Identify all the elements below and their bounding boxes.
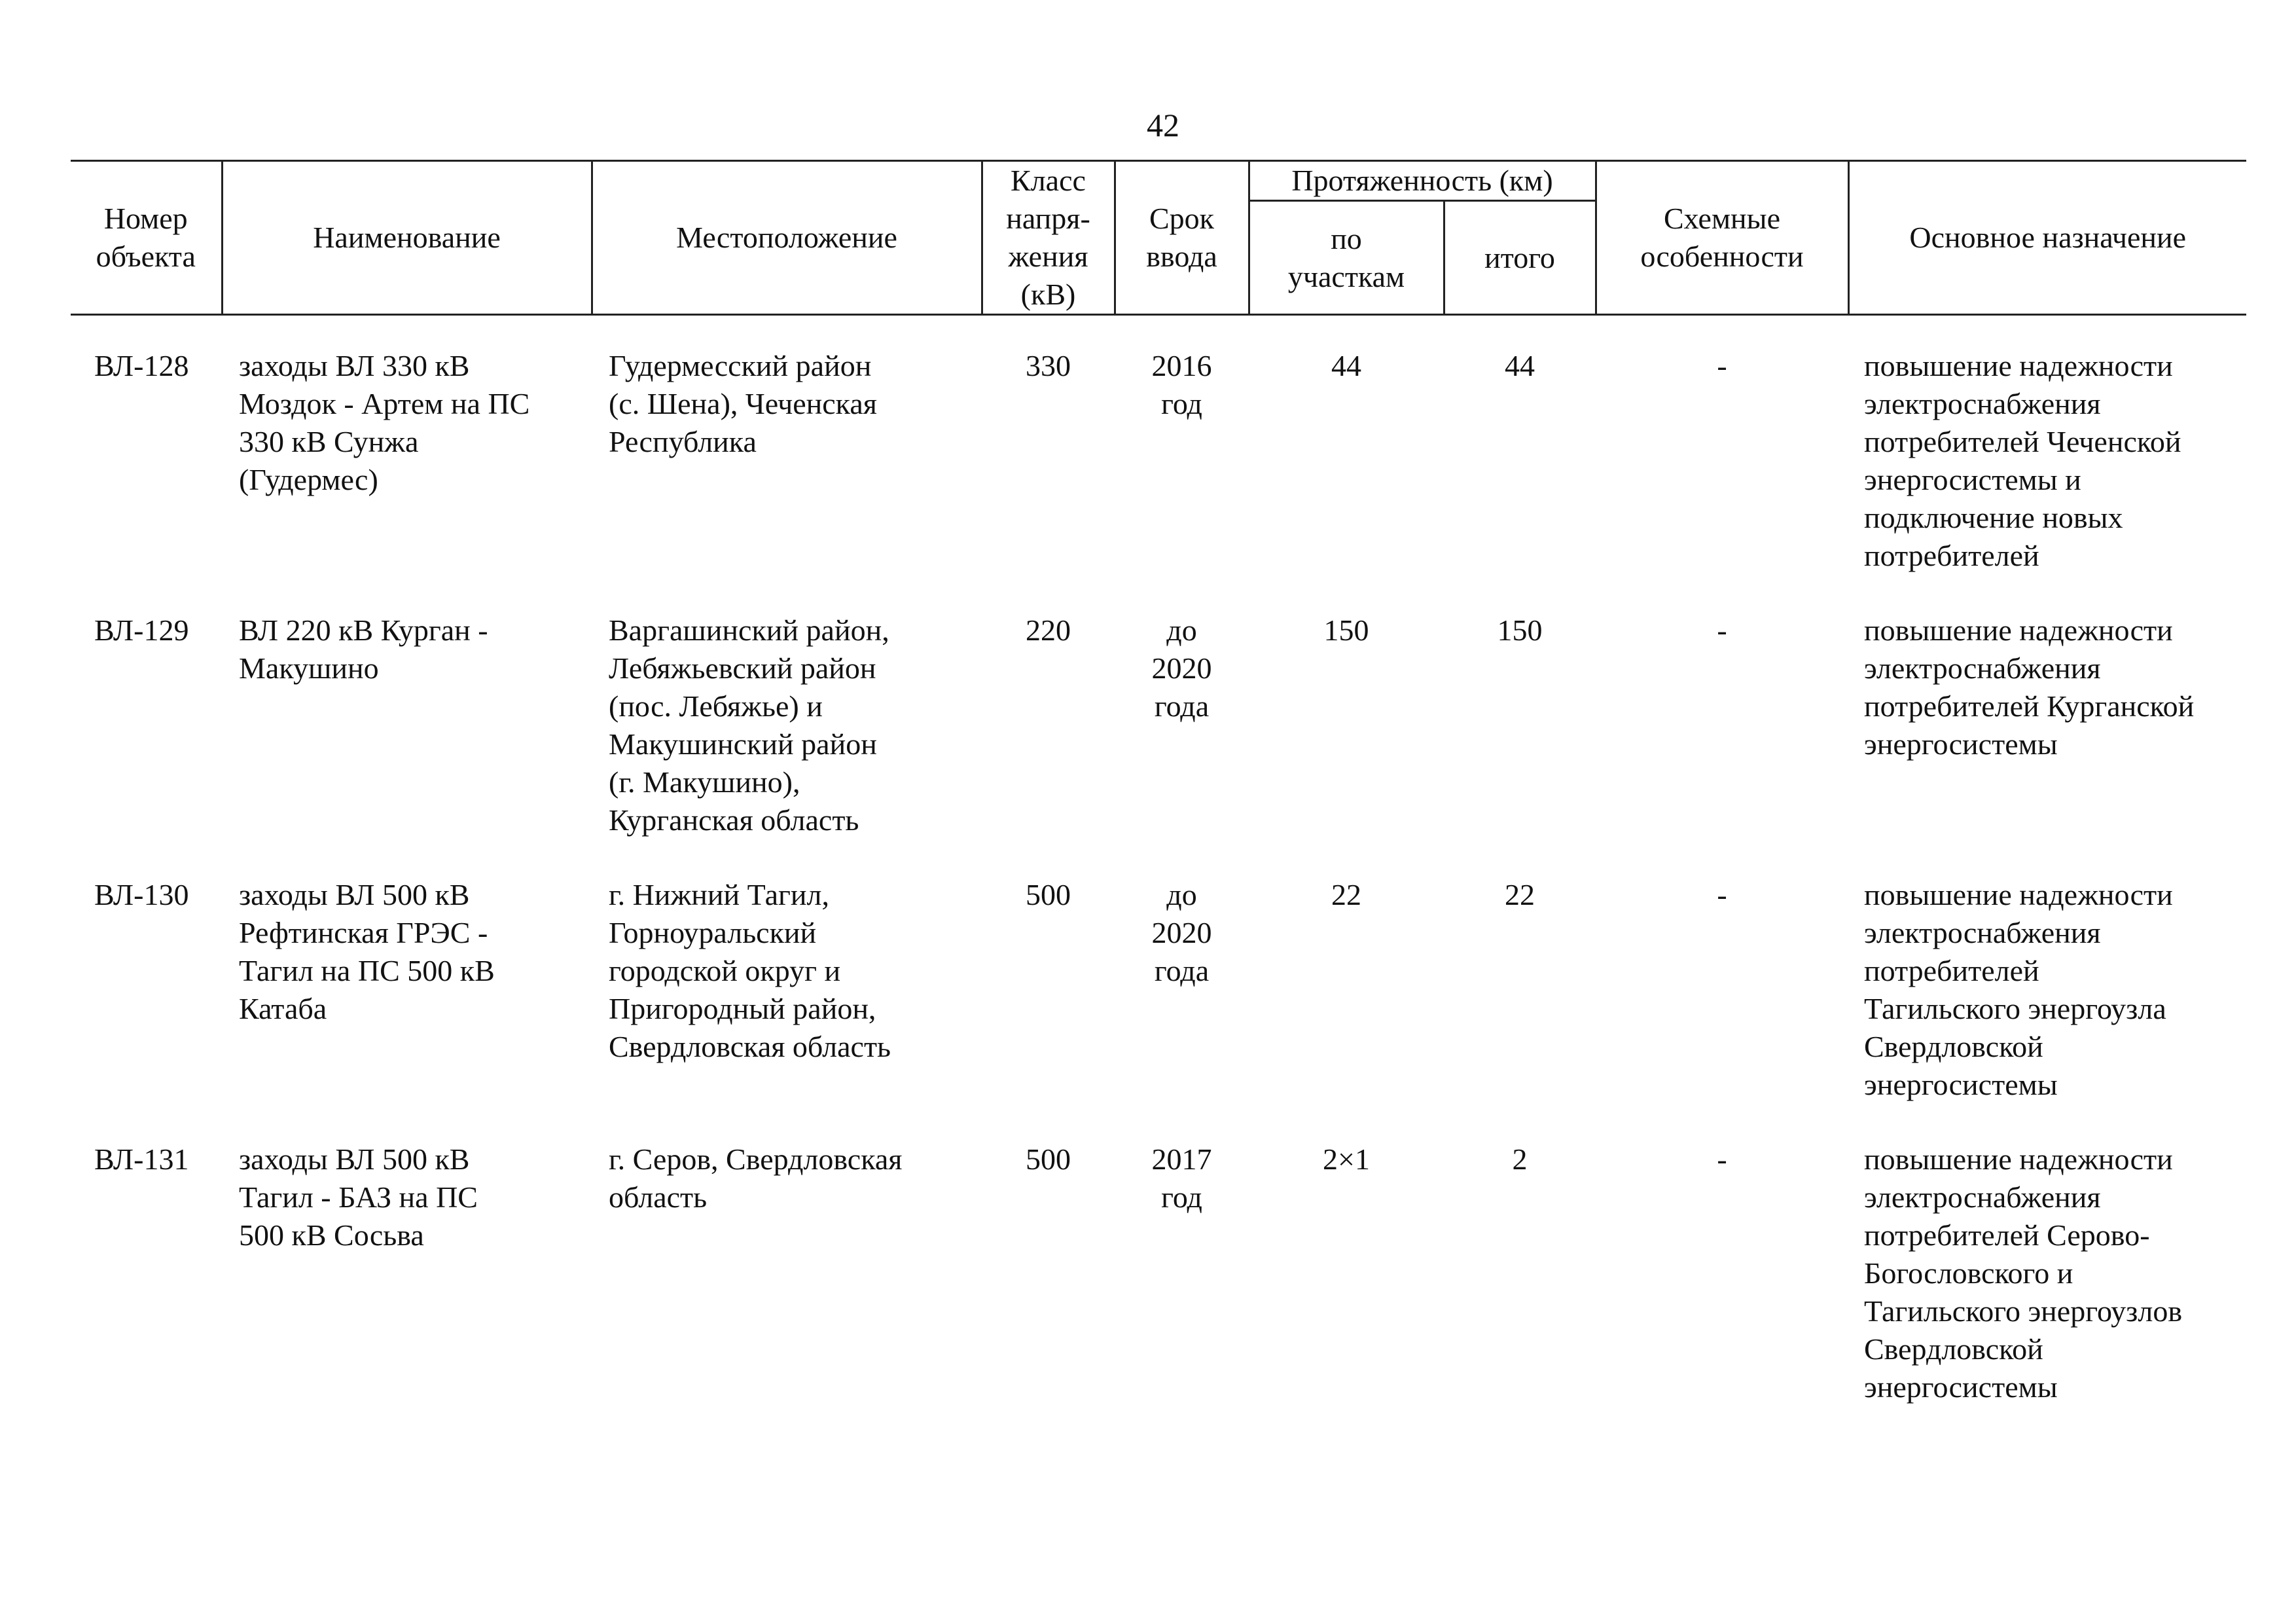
cell-location: г. Серов, Свердловская область xyxy=(609,1142,903,1214)
cell-length-total: 150 xyxy=(1497,613,1543,647)
cell-number: ВЛ-130 xyxy=(94,878,189,911)
header-length-sections: по участкам xyxy=(1249,201,1444,315)
cell-term: до 2020 года xyxy=(1151,613,1212,723)
table-row xyxy=(71,876,2246,1140)
cell-purpose: повышение надежности электроснабжения потребителей Серово- Богословского и Тагильского энергоузлов Свердловской энергосистемы xyxy=(1864,1142,2183,1404)
cell-voltage: 220 xyxy=(1026,613,1071,647)
cell-length-sections: 150 xyxy=(1323,613,1369,647)
cell-voltage: 500 xyxy=(1026,878,1071,911)
cell-purpose: повышение надежности электроснабжения потребителей Чеченской энергосистемы и подключение новых потребителей xyxy=(1864,349,2181,572)
cell-purpose: повышение надежности электроснабжения потребителей Курганской энергосистемы xyxy=(1864,613,2195,761)
cell-scheme: - xyxy=(1717,613,1727,647)
header-length-total: итого xyxy=(1444,201,1596,315)
cell-name: ВЛ 220 кВ Курган - Макушино xyxy=(239,613,488,685)
cell-voltage: 330 xyxy=(1026,349,1071,382)
cell-voltage: 500 xyxy=(1026,1142,1071,1176)
cell-scheme: - xyxy=(1717,1142,1727,1176)
cell-purpose: повышение надежности электроснабжения потребителей Тагильского энергоузла Свердловской энергосистемы xyxy=(1864,878,2173,1101)
cell-length-total: 22 xyxy=(1505,878,1535,911)
header-length-group: Протяженность (км) xyxy=(1249,161,1596,201)
cell-length-sections: 44 xyxy=(1331,349,1361,382)
header-name: Наименование xyxy=(222,161,592,315)
cell-location: Варгашинский район, Лебяжьевский район (пос. Лебяжье) и Макушинский район (г. Макушино), Курганская область xyxy=(609,613,889,837)
table-header xyxy=(71,161,2246,315)
cell-number: ВЛ-129 xyxy=(94,613,189,647)
header-scheme: Схемные особенности xyxy=(1596,161,1848,315)
cell-scheme: - xyxy=(1717,878,1727,911)
header-number: Номер объекта xyxy=(71,161,222,315)
cell-number: ВЛ-131 xyxy=(94,1142,189,1176)
cell-term: 2017 год xyxy=(1151,1142,1212,1214)
header-term: Срок ввода xyxy=(1115,161,1249,315)
cell-name: заходы ВЛ 500 кВ Рефтинская ГРЭС - Тагил на ПС 500 кВ Катаба xyxy=(239,878,495,1025)
cell-location: г. Нижний Тагил, Горноуральский городской округ и Пригородный район, Свердловская область xyxy=(609,878,891,1063)
objects-table xyxy=(71,160,2246,1443)
cell-name: заходы ВЛ 500 кВ Тагил - БАЗ на ПС 500 кВ Сосьва xyxy=(239,1142,478,1252)
cell-length-sections: 2×1 xyxy=(1323,1142,1370,1176)
table-row xyxy=(71,611,2246,876)
cell-term: до 2020 года xyxy=(1151,878,1212,987)
table-row xyxy=(71,1140,2246,1443)
cell-scheme: - xyxy=(1717,349,1727,382)
cell-length-total: 2 xyxy=(1512,1142,1528,1176)
cell-number: ВЛ-128 xyxy=(94,349,189,382)
header-voltage: Класс напря- жения (кВ) xyxy=(982,161,1115,315)
cell-location: Гудермесский район (с. Шена), Чеченская Республика xyxy=(609,349,877,458)
cell-term: 2016 год xyxy=(1151,349,1212,420)
table-body xyxy=(71,315,2246,1444)
cell-name: заходы ВЛ 330 кВ Моздок - Артем на ПС 330 кВ Сунжа (Гудермес) xyxy=(239,349,530,496)
cell-length-total: 44 xyxy=(1505,349,1535,382)
table-row xyxy=(71,347,2246,611)
header-location: Местоположение xyxy=(592,161,982,315)
page-number: 42 xyxy=(1147,107,1179,143)
header-purpose: Основное назначение xyxy=(1848,161,2246,315)
cell-length-sections: 22 xyxy=(1331,878,1361,911)
